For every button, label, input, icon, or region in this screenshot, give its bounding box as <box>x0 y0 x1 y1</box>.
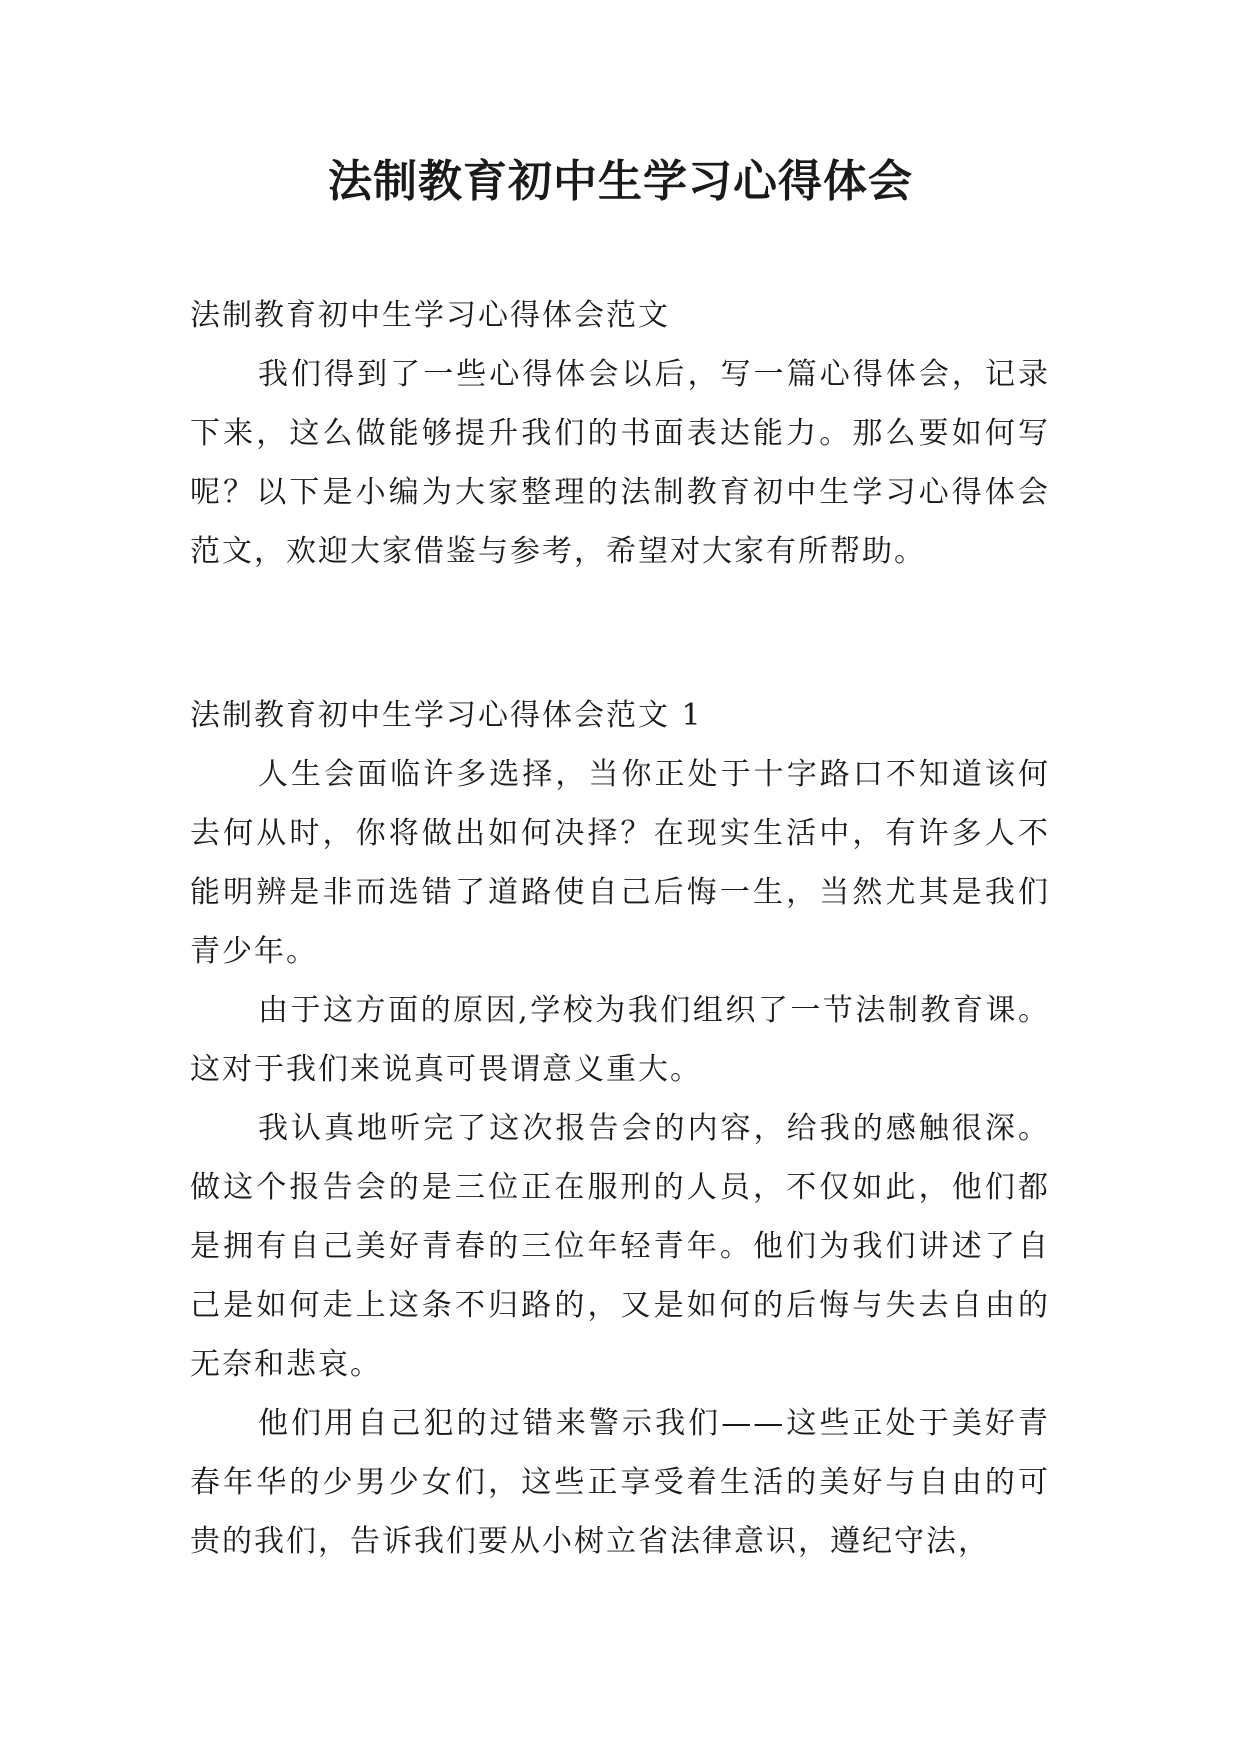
intro-section <box>190 286 1050 581</box>
essay-heading: 法制教育初中生学习心得体会范文 1 <box>190 698 703 733</box>
intro-paragraph: 我们得到了一些心得体会以后，写一篇心得体会，记录下来，这么做能够提升我们的书面表达能力。那么要如何写呢？以下是小编为大家整理的法制教育初中生学习心得体会范文，欢迎大家借鉴与参考，希望对大家有所帮助。 <box>190 357 1050 569</box>
essay-paragraph: 我认真地听完了这次报告会的内容，给我的感触很深。做这个报告会的是三位正在服刑的人员，不仅如此，他们都是拥有自己美好青春的三位年轻青年。他们为我们讲述了自己是如何走上这条不归路的，又是如何的后悔与失去自由的无奈和悲哀。 <box>190 1111 1050 1382</box>
document-title: 法制教育初中生学习心得体会 <box>328 156 913 207</box>
essay-paragraph: 他们用自己犯的过错来警示我们——这些正处于美好青春年华的少男少女们，这些正享受着生活的美好与自由的可贵的我们，告诉我们要从小树立省法律意识，遵纪守法， <box>190 1406 1050 1559</box>
essay-section <box>190 686 1050 1571</box>
essay-paragraph: 人生会面临许多选择，当你正处于十字路口不知道该何去何从时，你将做出如何决择？在现实生活中，有许多人不能明辨是非而选错了道路使自己后悔一生，当然尤其是我们青少年。 <box>190 757 1050 969</box>
intro-heading: 法制教育初中生学习心得体会范文 <box>190 298 670 333</box>
essay-paragraph: 由于这方面的原因,学校为我们组织了一节法制教育课。这对于我们来说真可畏谓意义重大。 <box>190 993 1050 1087</box>
